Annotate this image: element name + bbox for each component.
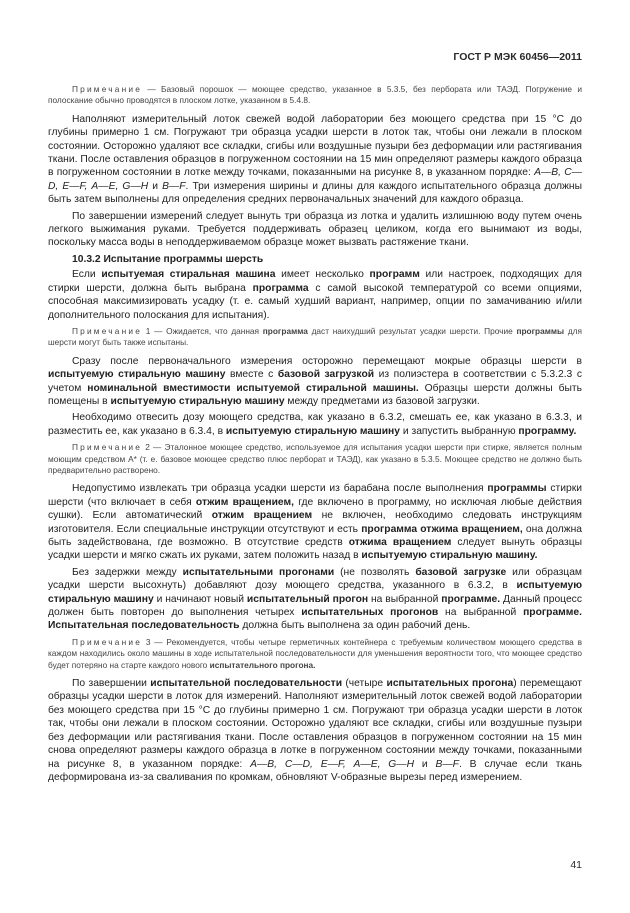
note-base-powder: Примечание — Базовый порошок — моющее средство, указанное в 5.3.5, без пербората или ТАЭД. Погружение и полоскание обычно проводятся в плоском лотке, указанном в 5.4.8.: [48, 84, 582, 106]
paragraph-program-selection: Если испытуемая стиральная машина имеет несколько программ или настроек, подходящих для стирки шерсти, должна быть выбрана программа с самой высокой температурой со всеми опциями, способная максимизировать усадку (т. е. самый худший вариант, например, опции по замачиванию и/или дополнительного полоскания для испытания).: [48, 269, 583, 321]
note-1: Примечание 1 — Ожидается, что данная программа даст наихудший результат усадки шерсти. Прочие программы для шерсти могут быть также испытаны.: [48, 325, 582, 348]
note-label: Примечание: [72, 636, 143, 647]
page-number: 41: [570, 859, 582, 871]
note-label: Примечание: [72, 442, 143, 453]
note-label: Примечание: [72, 84, 143, 94]
note-2: Примечание 2 — Эталонное моющее средство, используемое для испытания усадки шерсти при стирке, является полным моющим средством А* (т. е. базовое моющее средство плюс перборат и ТАЭД), как указано в 5.3.5. Моющее средство не должно быть предварительно растворено.: [48, 442, 582, 475]
paragraph-spin-extraction: Недопустимо извлекать три образца усадки шерсти из барабана после выполнения программы стирки шерсти (что включает в себя отжим вращением, где включено в программу, но исключая любые действия сушки). Если автоматический отжим вращением не включен, необходимо следовать инструкциям изготовителя. Если специальные инструкции отсутствуют и есть программа отжима вращением, она должна быть задействована, где возможно. В отсутствие средств отжима вращением следует вынуть образцы усадки шерсти и мягко сжать их руками, затем положить назад в испытуемую стиральную машину.: [48, 483, 583, 562]
paragraph-remove-samples: По завершении измерений следует вынуть три образца из лотка и удалить излишнюю воду путем очень легкого выжимания руками. Требуется поддерживать образец целиком, когда его вынимают из воды, поскольку масса воды в неподдерживаемом образце может вызвать растяжение ткани.: [48, 210, 582, 249]
document-body: [48, 80, 582, 787]
note-3: Примечание 3 — Рекомендуется, чтобы четыре герметичных контейнера с требуемым количеством моющего средства в каждом находились около машины в ходе испытательной последовательности для уменьшения вероятности того, что моющее средство будет потеряно на старте каждого нового испытательного прогона.: [48, 636, 582, 670]
note-label: Примечание: [72, 325, 143, 336]
paragraph-final-measurement: По завершении испытательной последовательности (четыре испытательных прогона) перемещают образцы усадки шерсти в лоток для измерений. Наполняют измерительный лоток свежей водой лаборатории без моющего средства при 15 °С до глубины примерно 1 см. Погружают три образца усадки шерсти в лоток так, чтобы они лежали в плоском состоянии. Осторожно удаляют все складки, сгибы или воздушные пузыри без деформации или растягивания ткани. После оставления образцов в погруженном состоянии на 15 мин снова определяют размеры каждого образца в лотке в погруженном состоянии между точками, показанными на рисунке 8, в указанном порядке: А—В, С—D, Е—F, А—Е, G—Н и В—F. В случае если ткань деформирована из-за сваливания по кромкам, обновляют V-образные вырезы перед измерением.: [48, 678, 582, 783]
paragraph-fill-tray: Наполняют измерительный лоток свежей водой лаборатории без моющего средства при 15 °С до глубины примерно 1 см. Погружают три образца усадки шерсти в лоток так, чтобы они лежали в плоском состоянии. Осторожно удаляют все складки, сгибы или воздушные пузыри без деформации или растягивания ткани. После оставления образцов в погруженном состоянии на 15 мин определяют размеры каждого образца в погруженном состоянии в лотке между точками, показанными на рисунке 8, в указанном порядке: А—В, С—D, Е—F, А—Е, G—Н и В—F. Три измерения ширины и длины для каждого испытательного образца должны быть затем выполнены для определения средних первоначальных значений для каждого образца.: [48, 113, 582, 206]
document-header: ГОСТ Р МЭК 60456—2011: [453, 51, 582, 63]
paragraph-detergent-dose: Необходимо отвесить дозу моющего средства, как указано в 6.3.2, смешать ее, как указано в 6.3.3, и разместить ее, как указано в 6.3.4, в испытуемую стиральную машину и запустить выбранную программу.: [48, 412, 582, 437]
paragraph-test-runs: Без задержки между испытательными прогонами (не позволять базовой загрузке или образцам усадки шерсти высохнуть) добавляют дозу моющего средства, указанного в 6.3.2, в испытуемую стиральную машину и начинают новый испытательный прогон на выбранной программе. Данный процесс должен быть повторен до выполнения четырех испытательных прогонов на выбранной программе. Испытательная последовательность должна быть выполнена за один рабочий день.: [48, 566, 582, 632]
section-heading: 10.3.2 Испытание программы шерсть: [72, 253, 264, 265]
paragraph-move-samples: Сразу после первоначального измерения осторожно перемещают мокрые образцы шерсти в испытуемую стиральную машину вместе с базовой загрузкой из полиэстера в соответствии с 5.3.2.3 с учетом номинальной вместимости испытуемой стиральной машины. Образцы шерсти должны быть помещены в испытуемую стиральную машину между предметами из базовой загрузки.: [48, 355, 582, 407]
